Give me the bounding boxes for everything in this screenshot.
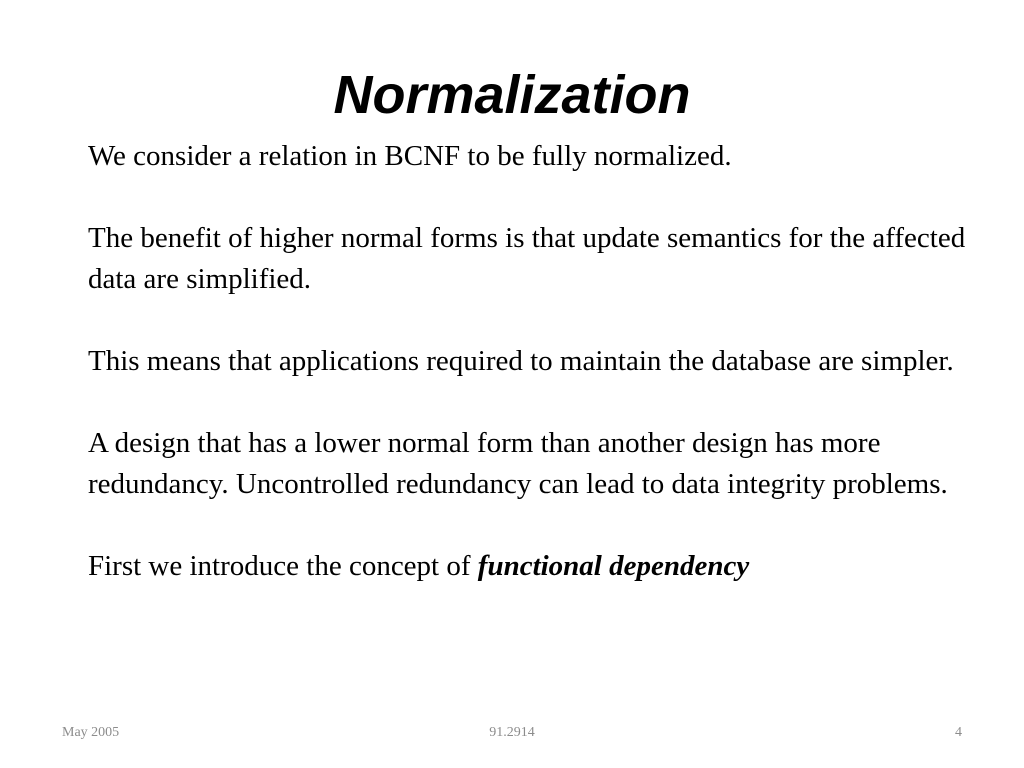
paragraph-redundancy: A design that has a lower normal form than another design has more redundancy. Uncontrolled redundancy can lead to data integrity problems. <box>88 427 948 500</box>
paragraph-applications: This means that applications required to maintain the database are simpler. <box>88 345 954 377</box>
paragraph-bcnf: We consider a relation in BCNF to be fully normalized. <box>88 140 732 172</box>
footer-course-number: 91.2914 <box>489 725 535 740</box>
paragraph-intro-text: First we introduce the concept of <box>88 550 478 582</box>
footer-date: May 2005 <box>62 725 120 740</box>
slide-body <box>88 136 968 587</box>
slide-title: Normalization <box>333 65 691 125</box>
paragraph-functional-dependency <box>88 546 968 587</box>
emphasized-term: functional dependency <box>477 550 750 582</box>
footer-page-number: 4 <box>955 725 962 740</box>
paragraph-benefit: The benefit of higher normal forms is that update semantics for the affected data are simplified. <box>88 222 966 295</box>
